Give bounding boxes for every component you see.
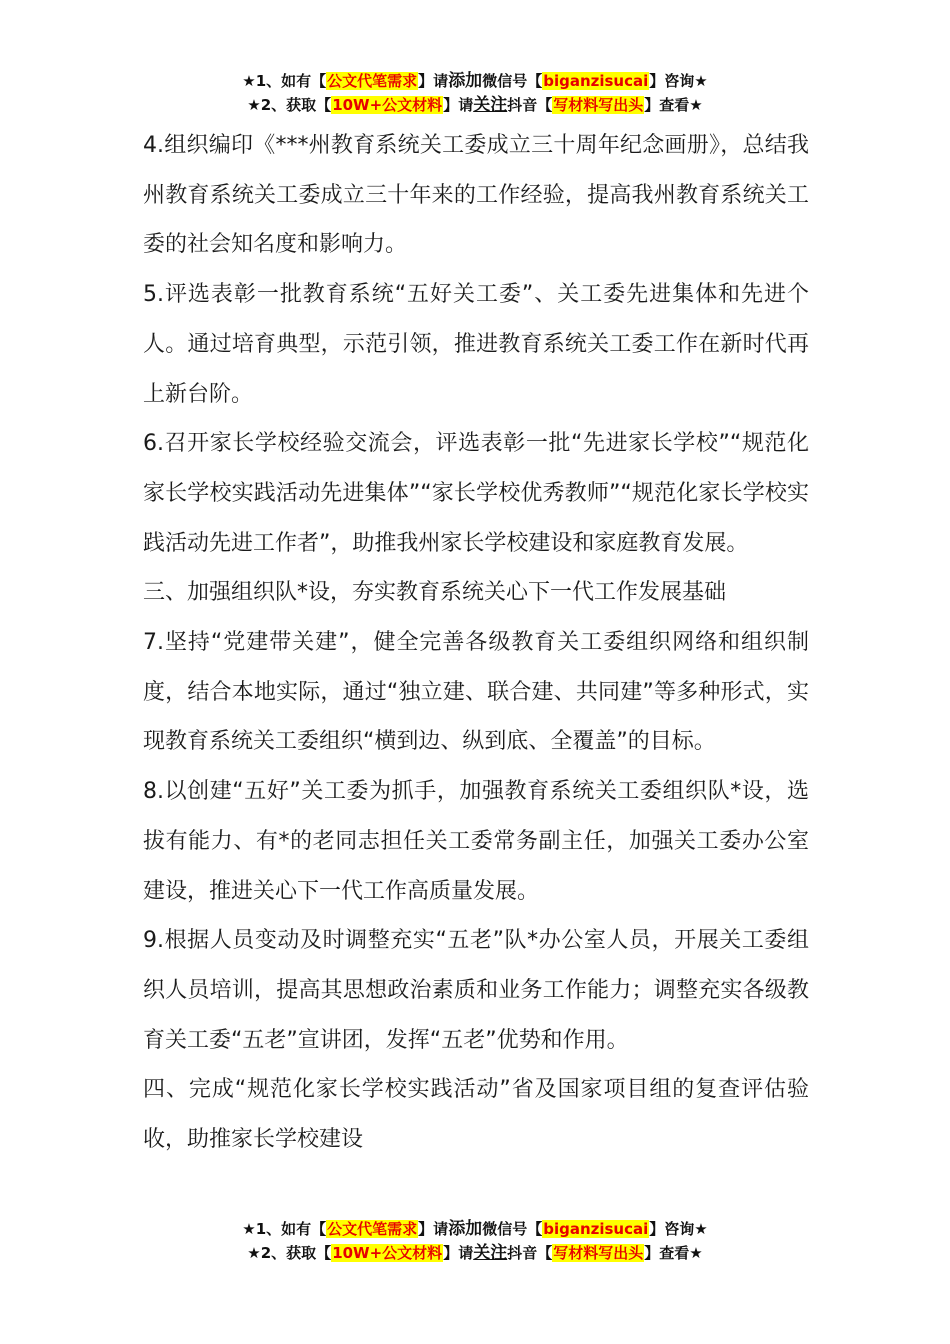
promo-highlight-douyin: 写材料写出头: [553, 96, 644, 114]
header-promo-banner: [0, 70, 950, 118]
document-body: [143, 121, 809, 1165]
promo-highlight-douyin-footer: 写材料写出头: [553, 1244, 644, 1262]
promo-highlight-materials-footer: 10W+公文材料: [332, 1244, 443, 1262]
promo-line-2: ★2、获取【10W+公文材料】请关注抖音【写材料写出头】查看★: [247, 95, 703, 115]
promo-highlight-wechat-id: biganzisucai: [543, 72, 649, 90]
promo-highlight-materials: 10W+公文材料: [332, 96, 443, 114]
paragraph-item-9: 9.根据人员变动及时调整充实“五老”队*办公室人员，开展关工委组织人员培训，提高其思想政治素质和业务工作能力；调整充实各级教育关工委“五老”宣讲团，发挥“五老”优势和作用。: [143, 928, 809, 1053]
promo-line-1-footer: ★1、如有【公文代笔需求】请添加微信号【biganzisucai】咨询★: [242, 1219, 708, 1239]
paragraph-item-7: 7.坚持“党建带关建”，健全完善各级教育关工委组织网络和组织制度，结合本地实际，通过“独立建、联合建、共同建”等多种形式，实现教育系统关工委组织“横到边、纵到底、全覆盖”的目标。: [143, 630, 809, 755]
paragraph-item-8: 8.以创建“五好”关工委为抓手，加强教育系统关工委组织队*设，选拔有能力、有*的老同志担任关工委常务副主任，加强关工委办公室建设，推进关心下一代工作高质量发展。: [143, 779, 809, 904]
section-heading-4: 四、完成“规范化家长学校实践活动”省及国家项目组的复查评估验收，助推家长学校建设: [143, 1077, 809, 1153]
paragraph-item-6: 6.召开家长学校经验交流会，评选表彰一批“先进家长学校”“规范化家长学校实践活动先进集体”“家长学校优秀教师”“规范化家长学校实践活动先进工作者”，助推我州家长学校建设和家庭教育发展。: [143, 431, 809, 556]
paragraph-item-5: 5.评选表彰一批教育系统“五好关工委”、关工委先进集体和先进个人。通过培育典型，示范引领，推进教育系统关工委工作在新时代再上新台阶。: [143, 282, 809, 407]
promo-highlight-service: 公文代笔需求: [327, 72, 418, 90]
paragraph-item-4: 4.组织编印《***州教育系统关工委成立三十周年纪念画册》，总结我州教育系统关工委成立三十年来的工作经验，提高我州教育系统关工委的社会知名度和影响力。: [143, 133, 809, 258]
promo-line-1: ★1、如有【公文代笔需求】请添加微信号【biganzisucai】咨询★: [242, 71, 708, 91]
promo-highlight-service-footer: 公文代笔需求: [327, 1220, 418, 1238]
section-heading-3: 三、加强组织队*设，夯实教育系统关心下一代工作发展基础: [143, 580, 727, 606]
footer-promo-banner: [0, 1218, 950, 1266]
promo-highlight-wechat-id-footer: biganzisucai: [543, 1220, 649, 1238]
promo-line-2-footer: ★2、获取【10W+公文材料】请关注抖音【写材料写出头】查看★: [247, 1243, 703, 1263]
